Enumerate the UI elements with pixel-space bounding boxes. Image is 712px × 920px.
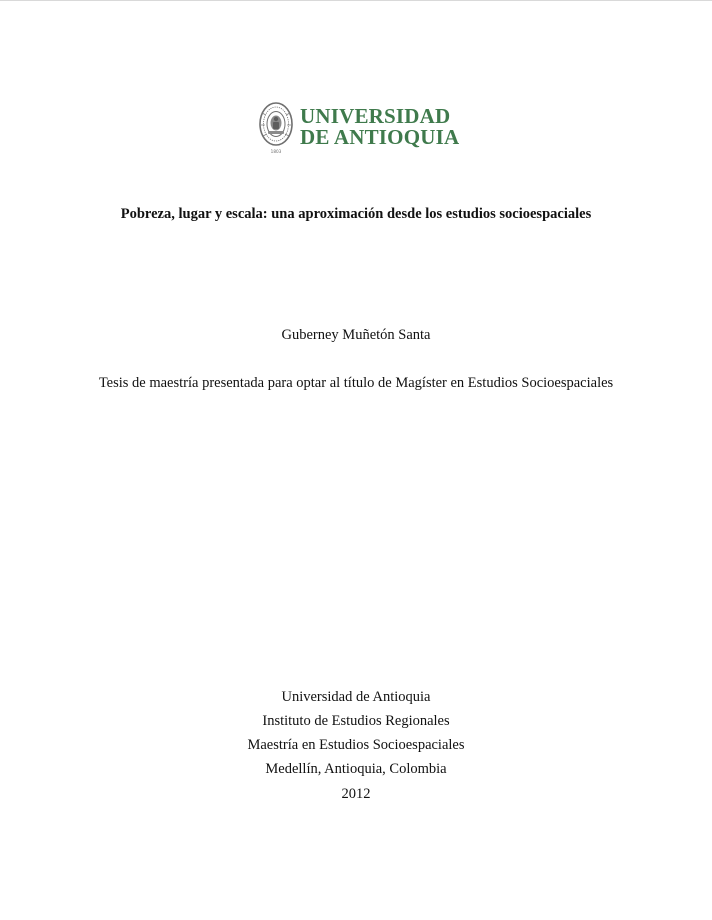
location: Medellín, Antioquia, Colombia (265, 761, 447, 777)
seal-year: 1803 (270, 149, 282, 154)
program-name: Maestría en Estudios Socioespaciales (247, 737, 465, 753)
university-seal-icon (258, 101, 294, 155)
logo-line-1: UNIVERSIDAD (300, 104, 451, 128)
thesis-title: Pobreza, lugar y escala: una aproximación desde los estudios socioespaciales (120, 206, 592, 222)
author-name: Guberney Muñetón Santa (281, 327, 431, 343)
university-name: Universidad de Antioquia (281, 689, 431, 705)
logo-wordmark (300, 106, 459, 148)
page-top-border (0, 0, 712, 1)
thesis-statement: Tesis de maestría presentada para optar al título de Magíster en Estudios Socioespaciales (98, 375, 614, 391)
logo-line-2: DE ANTIOQUIA (300, 125, 460, 149)
year: 2012 (341, 786, 371, 802)
institute-name: Instituto de Estudios Regionales (262, 713, 450, 729)
university-logo (258, 101, 458, 155)
